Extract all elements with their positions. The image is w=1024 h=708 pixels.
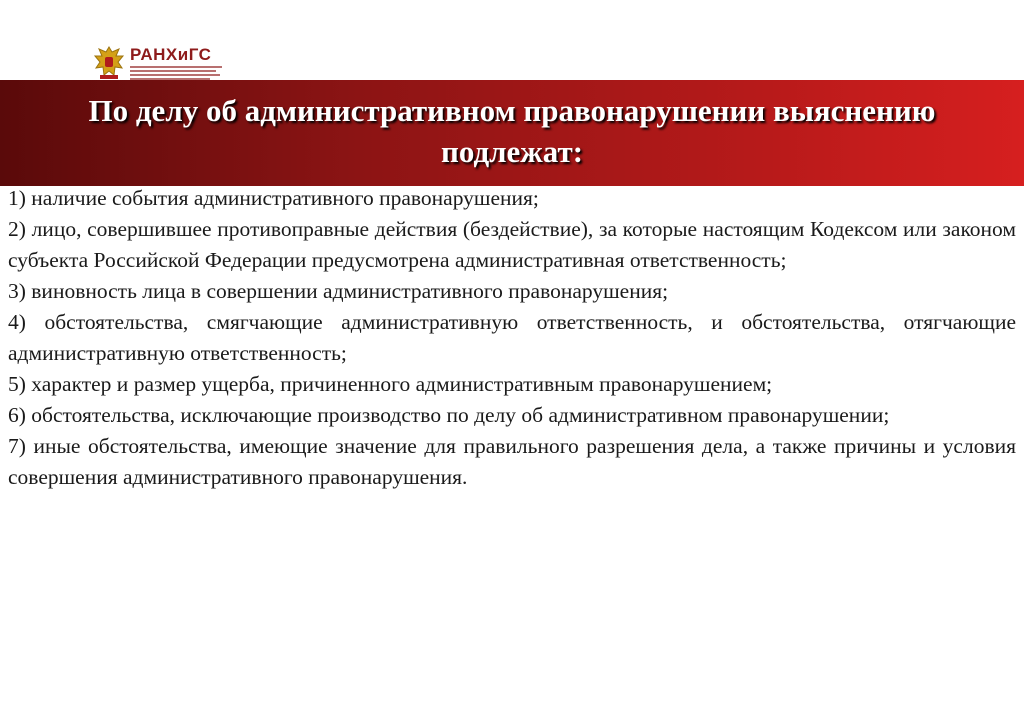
eagle-emblem-icon bbox=[92, 44, 126, 82]
list-item: 5) характер и размер ущерба, причиненного административным правонарушением; bbox=[8, 372, 773, 396]
list-item: 4) обстоятельства, смягчающие административную ответственность, и обстоятельства, отягчающие административную ответственность; bbox=[8, 310, 1016, 365]
slide-title: По делу об административном правонарушении выяснению подлежат: bbox=[88, 93, 936, 169]
list-item: 1) наличие события административного правонарушения; bbox=[8, 186, 539, 210]
logo-subtitle-lines bbox=[130, 66, 222, 80]
logo-name: РАНХиГС bbox=[130, 45, 212, 64]
institution-logo bbox=[92, 42, 222, 84]
list-item: 6) обстоятельства, исключающие производство по делу об административном правонарушении; bbox=[8, 403, 890, 427]
list-item: 2) лицо, совершившее противоправные действия (бездействие), за которые настоящим Кодексом или законом субъекта Российской Федерации предусмотрена административная ответственность; bbox=[8, 217, 1016, 272]
slide-content bbox=[8, 183, 1016, 493]
list-item: 7) иные обстоятельства, имеющие значение для правильного разрешения дела, а также причины и условия совершения административного правонарушения. bbox=[8, 434, 1016, 489]
list-item: 3) виновность лица в совершении административного правонарушения; bbox=[8, 279, 669, 303]
